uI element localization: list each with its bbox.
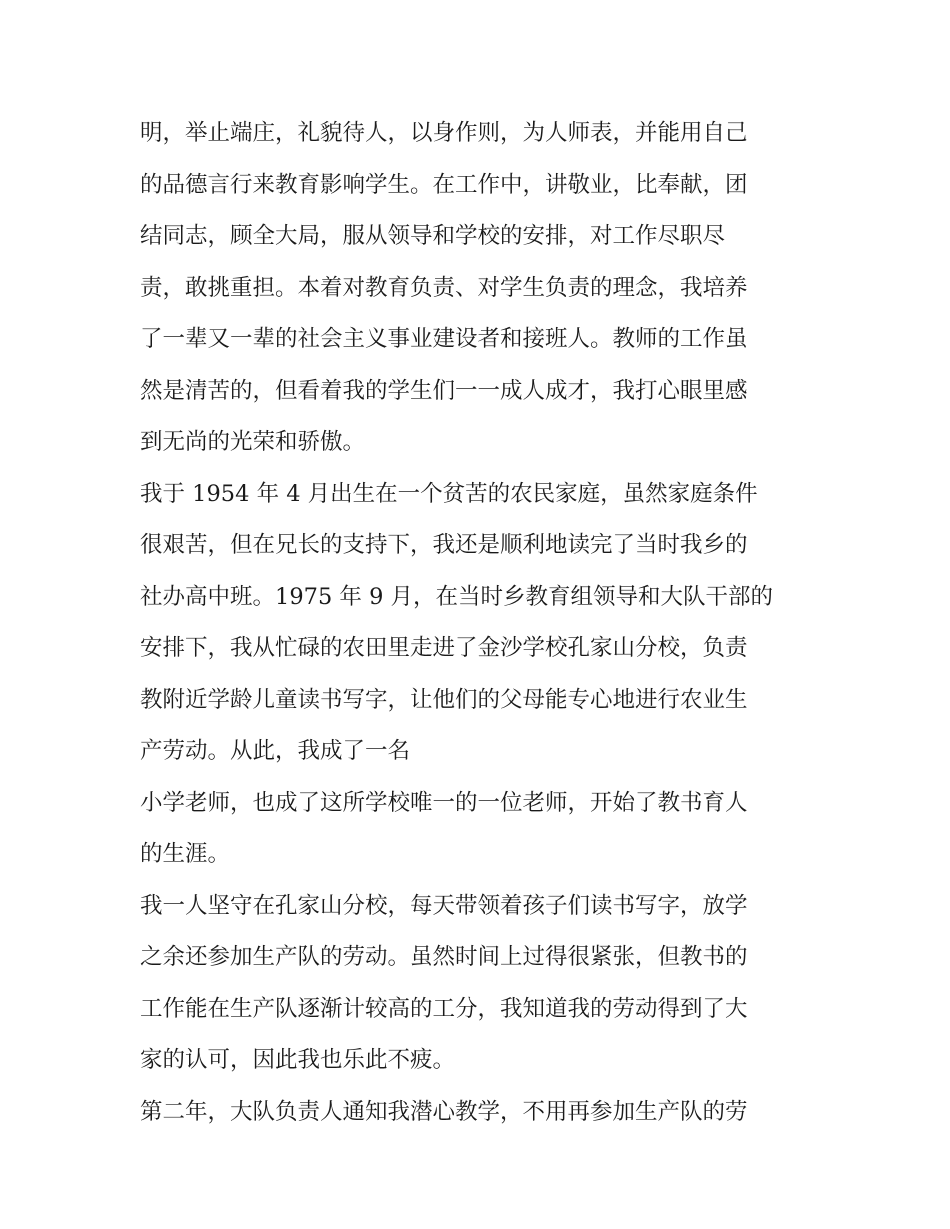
text-line: 明，举止端庄，礼貌待人，以身作则，为人师表，并能用自己 [140, 120, 748, 146]
text-line: 很艰苦，但在兄长的支持下，我还是顺利地读完了当时我乡的 [140, 532, 748, 558]
text-line: 家的认可，因此我也乐此不疲。 [140, 1047, 456, 1073]
text-line: 教附近学龄儿童读书写字，让他们的父母能专心地进行农业生 [140, 686, 748, 713]
text-line: 小学老师，也成了这所学校唯一的一位老师，开始了教书育人 [140, 789, 748, 816]
text-line: 工作能在生产队逐渐计较高的工分，我知道我的劳动得到了大 [140, 995, 748, 1022]
text-line: 之余还参加生产队的劳动。虽然时间上过得很紧张，但教书的 [140, 944, 748, 970]
text-line: 结同志，顾全大局，服从领导和学校的安排，对工作尽职尽 [140, 223, 726, 249]
text-line: 产劳动。从此，我成了一名 [140, 738, 411, 764]
text-line: 到无尚的光荣和骄傲。 [140, 429, 366, 455]
text-line: 然是清苦的，但看着我的学生们一一成人成才，我打心眼里感 [140, 377, 748, 404]
text-line: 我于 1954 年 4 月出生在一个贫苦的农民家庭，虽然家庭条件 [140, 480, 758, 507]
body-text [140, 108, 820, 1138]
text-line: 社办高中班。1975 年 9 月，在当时乡教育组领导和大队干部的 [140, 583, 774, 610]
text-line: 的品德言行来教育影响学生。在工作中，讲敬业，比奉献，团 [140, 171, 748, 198]
text-line: 第二年，大队负责人通知我潜心教学，不用再参加生产队的劳 [140, 1098, 748, 1125]
text-line: 了一辈又一辈的社会主义事业建设者和接班人。教师的工作虽 [140, 326, 748, 352]
text-line: 责，敢挑重担。本着对教育负责、对学生负责的理念，我培养 [140, 274, 748, 301]
text-line: 我一人坚守在孔家山分校，每天带领着孩子们读书写字，放学 [140, 892, 748, 919]
text-line: 安排下，我从忙碌的农田里走进了金沙学校孔家山分校，负责 [140, 635, 748, 661]
text-line: 的生涯。 [140, 841, 231, 867]
